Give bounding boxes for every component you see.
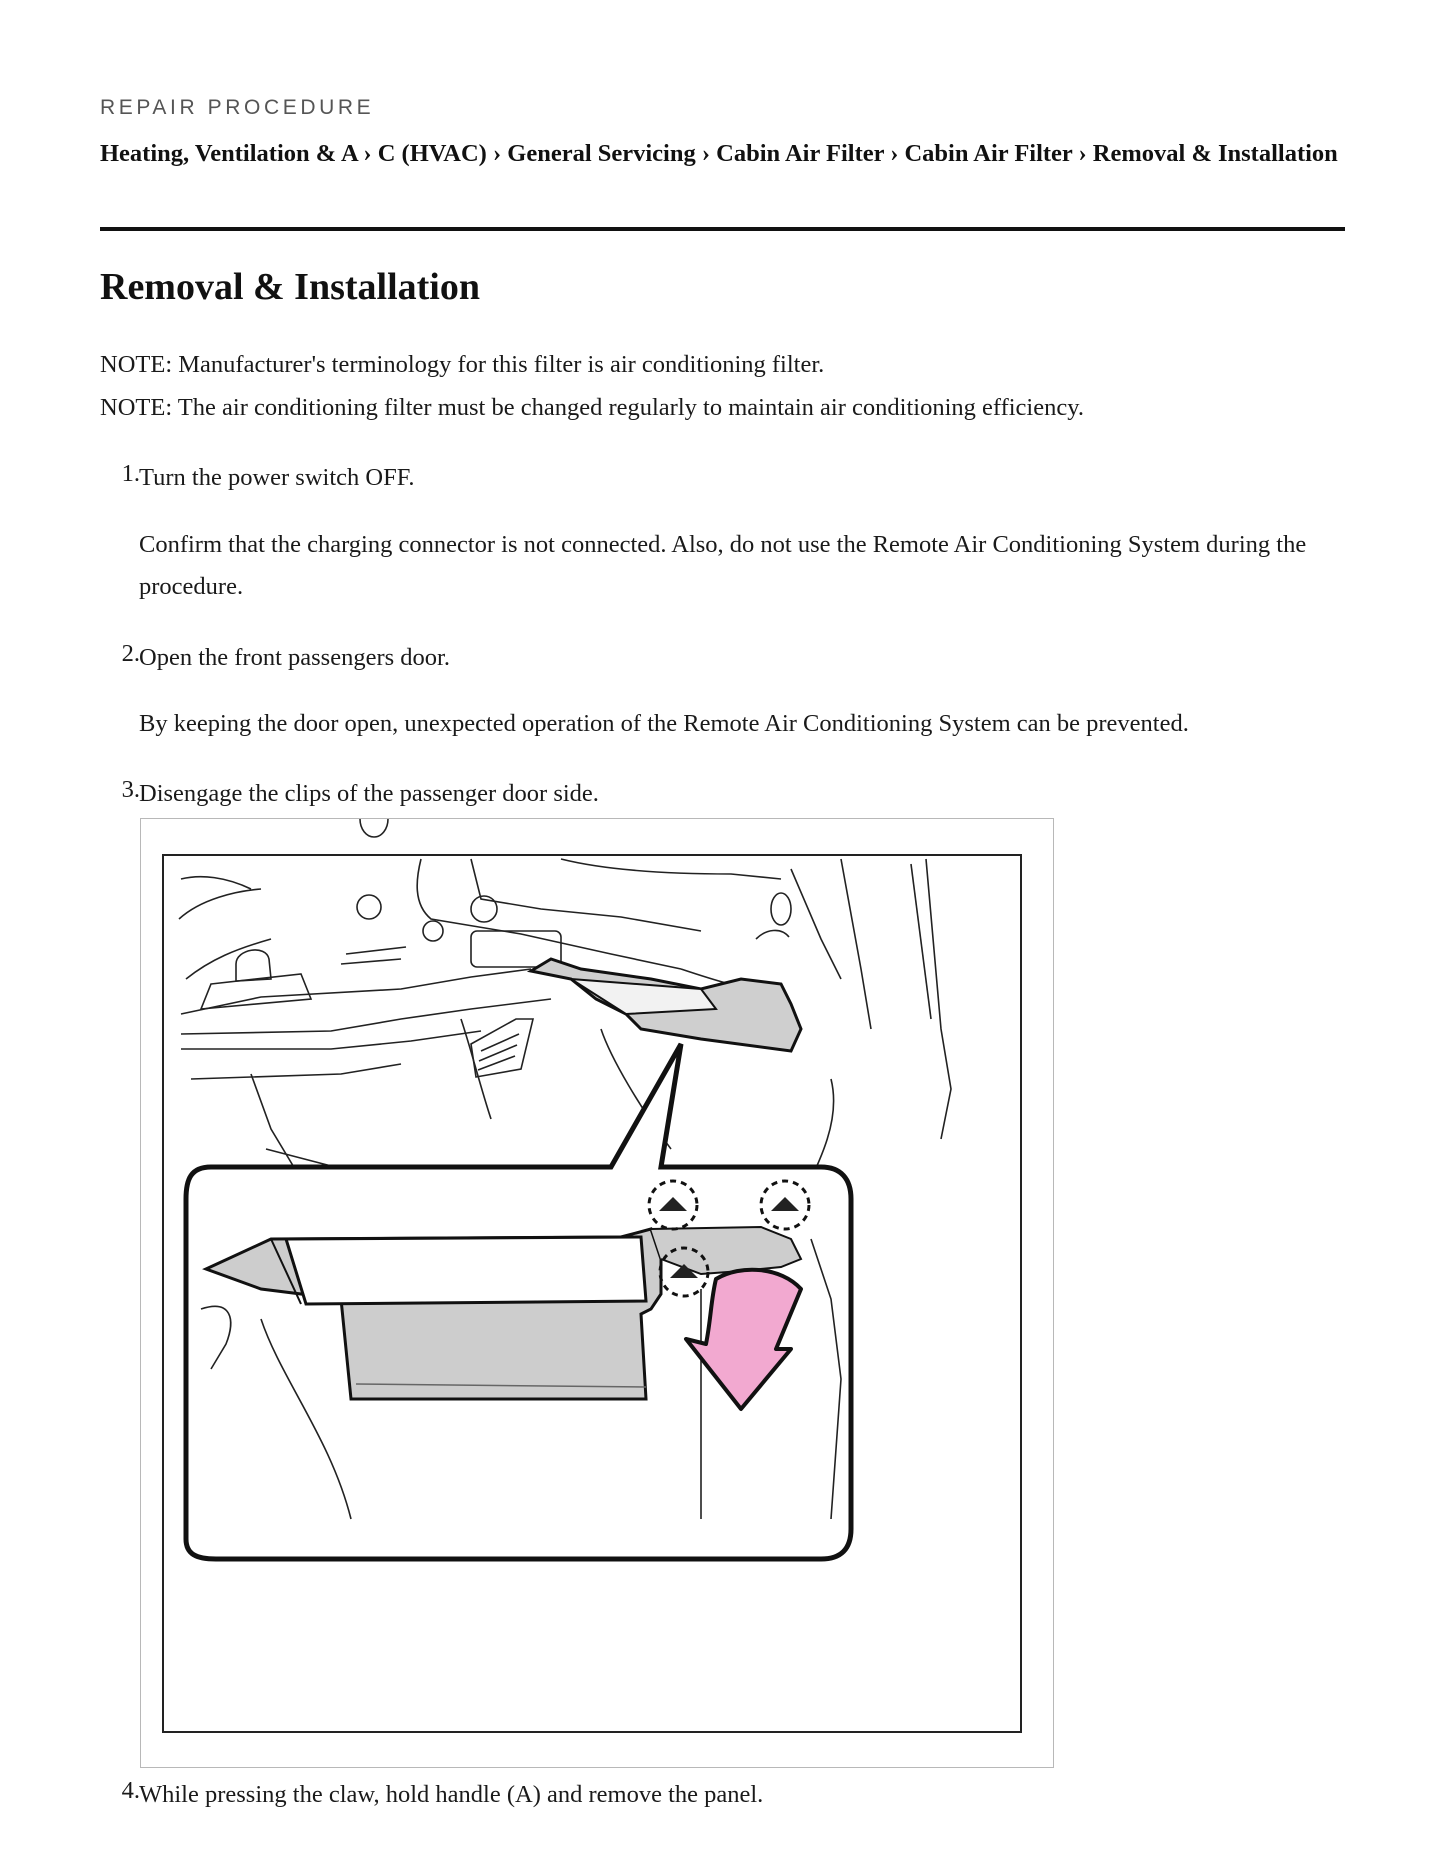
dashboard-line-drawing <box>141 819 1053 1767</box>
breadcrumb-separator: › <box>1078 140 1087 167</box>
breadcrumb-separator: › <box>492 140 502 167</box>
note-maintenance: NOTE: The air conditioning filter must be changed regularly to maintain air conditioning efficiency. <box>100 394 1085 421</box>
breadcrumb-item-hvac-part1[interactable]: Heating, Ventilation & A <box>100 140 358 167</box>
step-text: While pressing the claw, hold handle (A) and remove the panel. <box>139 1781 764 1808</box>
breadcrumb-item-general-servicing[interactable]: General Servicing <box>507 140 696 167</box>
step-number: 1. <box>121 460 140 487</box>
note-terminology: NOTE: Manufacturer's terminology for this filter is air conditioning filter. <box>100 351 825 378</box>
glove-box-top <box>531 959 801 1051</box>
header-divider <box>100 227 1345 231</box>
breadcrumb-item-hvac-part2[interactable]: C (HVAC) <box>377 140 487 167</box>
step-number: 4. <box>121 1777 140 1804</box>
breadcrumb-item-cabin-air-filter[interactable]: Cabin Air Filter <box>716 140 885 167</box>
section-kicker: REPAIR PROCEDURE <box>100 96 375 119</box>
breadcrumb <box>100 134 1345 173</box>
step-number: 2. <box>121 640 140 667</box>
step-number: 3. <box>121 776 140 803</box>
breadcrumb-separator: › <box>701 140 711 167</box>
step-text: Turn the power switch OFF. <box>139 464 415 491</box>
breadcrumb-separator: › <box>890 140 899 167</box>
procedure-illustration <box>140 818 1054 1768</box>
step-text: Open the front passengers door. <box>139 644 450 671</box>
breadcrumb-item-current: Removal & Installation <box>1092 140 1338 167</box>
step-detail: By keeping the door open, unexpected operation of the Remote Air Conditioning System can be prevented. <box>139 710 1189 737</box>
step-text: Disengage the clips of the passenger door side. <box>139 780 599 807</box>
breadcrumb-separator: › <box>363 140 372 167</box>
page-title: Removal & Installation <box>100 266 480 308</box>
breadcrumb-item-cabin-air-filter-2[interactable]: Cabin Air Filter <box>904 140 1073 167</box>
step-detail: Confirm that the charging connector is not connected. Also, do not use the Remote Air Conditioning System during the procedure. <box>139 531 1307 600</box>
